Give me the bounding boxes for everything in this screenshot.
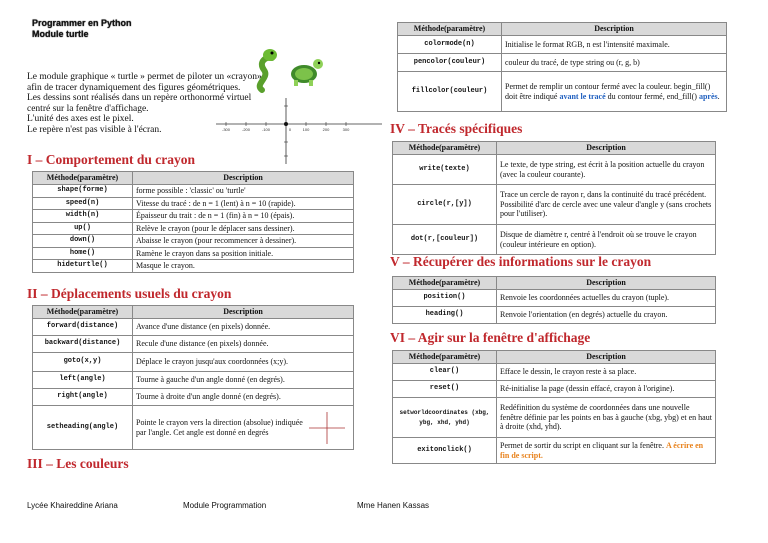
table-row: colormode(n) Initialise le format RGB, n est l'intensité maximale. bbox=[398, 36, 727, 54]
table-row: goto(x,y) Déplace le crayon jusqu'aux coordonnées (x;y). bbox=[33, 353, 354, 372]
table-row: reset() Ré-initialise la page (dessin effacé, crayon à l'origine). bbox=[393, 381, 716, 398]
table-row: backward(distance) Recule d'une distance (en pixels) donnée. bbox=[33, 336, 354, 353]
table-row: exitonclick() Permet de sortir du script en cliquant sur la fenêtre. A écrire en fin de script. bbox=[393, 438, 716, 464]
page-title: Programmer en Python Module turtle bbox=[32, 18, 132, 39]
table-informations: Méthode(paramètre) Description position() Renvoie les coordonnées actuelles du crayon (tuple). heading() Renvoie l'orientation (en degrés) actuelle du crayon. bbox=[392, 276, 716, 324]
axis-tick-label: -200 bbox=[241, 127, 251, 132]
table-row: speed(n) Vitesse du tracé : de n = 1 (lent) à n = 10 (rapide). bbox=[33, 197, 354, 210]
axis-tick-label: 0 bbox=[288, 127, 292, 132]
section-heading-5: V – Récupérer des informations sur le crayon bbox=[390, 254, 652, 269]
section-heading-2: II – Déplacements usuels du crayon bbox=[27, 286, 232, 301]
table-row: write(texte) Le texte, de type string, est écrit à la position actuelle du crayon (avec la couleur courante). bbox=[393, 155, 716, 185]
table-row: setheading(angle) Pointe le crayon vers la direction (absolue) indiquée par l'angle. Cet angle est donné en degrés bbox=[33, 406, 354, 450]
table-deplacements: Méthode(paramètre) Description forward(distance) Avance d'une distance (en pixels) donnée. backward(distance) Recule d'une distance (en pixels) donnée. goto(x,y) Déplace le crayon jusqu'aux coordonnées (x;y). left(angle) Tourne à gauche d'un angle donné (en degrés). right(angle) Tourne à droite d'un angle donné (en degrés). setheading(angle) Pointe le crayon vers la direction (absolue) indiquée par l'angle. Cet angle est donné en degrés bbox=[32, 305, 354, 450]
table-row: clear() Efface le dessin, le crayon reste à sa place. bbox=[393, 364, 716, 381]
table-row: setworldcoordinates (xbg, ybg, xhd, yhd) Redéfinition du système de coordonnées dans une nouvelle fenêtre définie par les points en bas à gauche (xbg, ybg) et en haut à droite (xhd, yhd). bbox=[393, 398, 716, 438]
axis-diagram bbox=[214, 96, 384, 168]
turtle-icon bbox=[291, 59, 323, 86]
axis-tick-label: 200 bbox=[322, 127, 330, 132]
axis-tick-label: 300 bbox=[342, 127, 350, 132]
table-row: left(angle) Tourne à gauche d'un angle donné (en degrés). bbox=[33, 372, 354, 389]
footer-teacher: Mme Hanen Kassas bbox=[357, 501, 430, 510]
intro-text: Le module graphique « turtle » permet de piloter un «crayon» afin de tracer dynamiquement des figures géométriques. Les dessins sont réalisés dans un repère orthonormé virtuel centré sur la fenêtre d'affichage. L'unité des axes est le pixel. Le repère n'est pas visible à l'écran. bbox=[27, 72, 262, 135]
section-heading-3: III – Les couleurs bbox=[27, 456, 129, 471]
heading-axis-icon bbox=[307, 410, 347, 446]
axis-tick-label: -300 bbox=[221, 127, 231, 132]
axis-tick-label: -100 bbox=[261, 127, 271, 132]
table-row: dot(r,[couleur]) Disque de diamètre r, centré à l'endroit où se trouve le crayon (couleur intérieure en option). bbox=[393, 225, 716, 255]
table-traces: Méthode(paramètre) Description write(texte) Le texte, de type string, est écrit à la position actuelle du crayon (avec la couleur courante). circle(r,[y]) Trace un cercle de rayon r, dans la continuité du tracé précédent. Possibilité d'arc de cercle avec une valeur d'angle y (sans crochets pour l'utiliser). dot(r,[couleur]) Disque de diamètre r, centré à l'endroit où se trouve le crayon (couleur intérieure en option). bbox=[392, 141, 716, 255]
table-row: home() Ramène le crayon dans sa position initiale. bbox=[33, 247, 354, 260]
table-row: hideturtle() Masque le crayon. bbox=[33, 260, 354, 273]
table-couleurs: Méthode(paramètre) Description colormode(n) Initialise le format RGB, n est l'intensité maximale. pencolor(couleur) couleur du tracé, de type string ou (r, g, b) fillcolor(couleur) Permet de remplir un contour fermé avec la couleur. begin_fill() doit être indiqué avant le tracé du contour fermé, end_fill() après. bbox=[397, 22, 727, 112]
footer-module: Module Programmation bbox=[183, 501, 267, 510]
section-heading-6: VI – Agir sur la fenêtre d'affichage bbox=[390, 330, 591, 345]
table-row: forward(distance) Avance d'une distance (en pixels) donnée. bbox=[33, 319, 354, 336]
table-fenetre: Méthode(paramètre) Description clear() Efface le dessin, le crayon reste à sa place. reset() Ré-initialise la page (dessin effacé, crayon à l'origine). setworldcoordinates (xbg, ybg, xhd, yhd) Redéfinition du système de coordonnées dans une nouvelle fenêtre définie par les points en bas à gauche (xbg, ybg) et en haut à droite (xhd, yhd). exitonclick() Permet de sortir du script en cliquant sur la fenêtre. A écrire en fin de script. bbox=[392, 350, 716, 464]
table-row: circle(r,[y]) Trace un cercle de rayon r, dans la continuité du tracé précédent. Possibilité d'arc de cercle avec une valeur d'angle y (sans crochets pour l'utiliser). bbox=[393, 185, 716, 225]
table-comportement: Méthode(paramètre) Description shape(forme) forme possible : 'classic' ou 'turtle' speed(n) Vitesse du tracé : de n = 1 (lent) à n = 10 (rapide). width(n) Épaisseur du trait : de n = 1 (fin) à n = 10 (épais). up() Relève le crayon (pour le déplacer sans dessiner). down() Abaisse le crayon (pour recommencer à dessiner). home() Ramène le crayon dans sa position initiale. hideturtle() Masque le crayon. bbox=[32, 171, 354, 273]
axis-tick-label: 100 bbox=[302, 127, 310, 132]
table-row: position() Renvoie les coordonnées actuelles du crayon (tuple). bbox=[393, 290, 716, 307]
table-row: shape(forme) forme possible : 'classic' ou 'turtle' bbox=[33, 185, 354, 198]
table-row: up() Relève le crayon (pour le déplacer sans dessiner). bbox=[33, 222, 354, 235]
section-heading-1: I – Comportement du crayon bbox=[27, 152, 195, 167]
table-row: fillcolor(couleur) Permet de remplir un contour fermé avec la couleur. begin_fill() doit être indiqué avant le tracé du contour fermé, end_fill() après. bbox=[398, 72, 727, 112]
table-row: pencolor(couleur) couleur du tracé, de type string ou (r, g, b) bbox=[398, 54, 727, 72]
table-row: width(n) Épaisseur du trait : de n = 1 (fin) à n = 10 (épais). bbox=[33, 210, 354, 223]
table-row: heading() Renvoie l'orientation (en degrés) actuelle du crayon. bbox=[393, 307, 716, 324]
section-heading-4: IV – Tracés spécifiques bbox=[390, 121, 523, 136]
footer-school: Lycée Khaireddine Ariana bbox=[27, 501, 118, 510]
table-row: down() Abaisse le crayon (pour recommencer à dessiner). bbox=[33, 235, 354, 248]
table-row: right(angle) Tourne à droite d'un angle donné (en degrés). bbox=[33, 389, 354, 406]
